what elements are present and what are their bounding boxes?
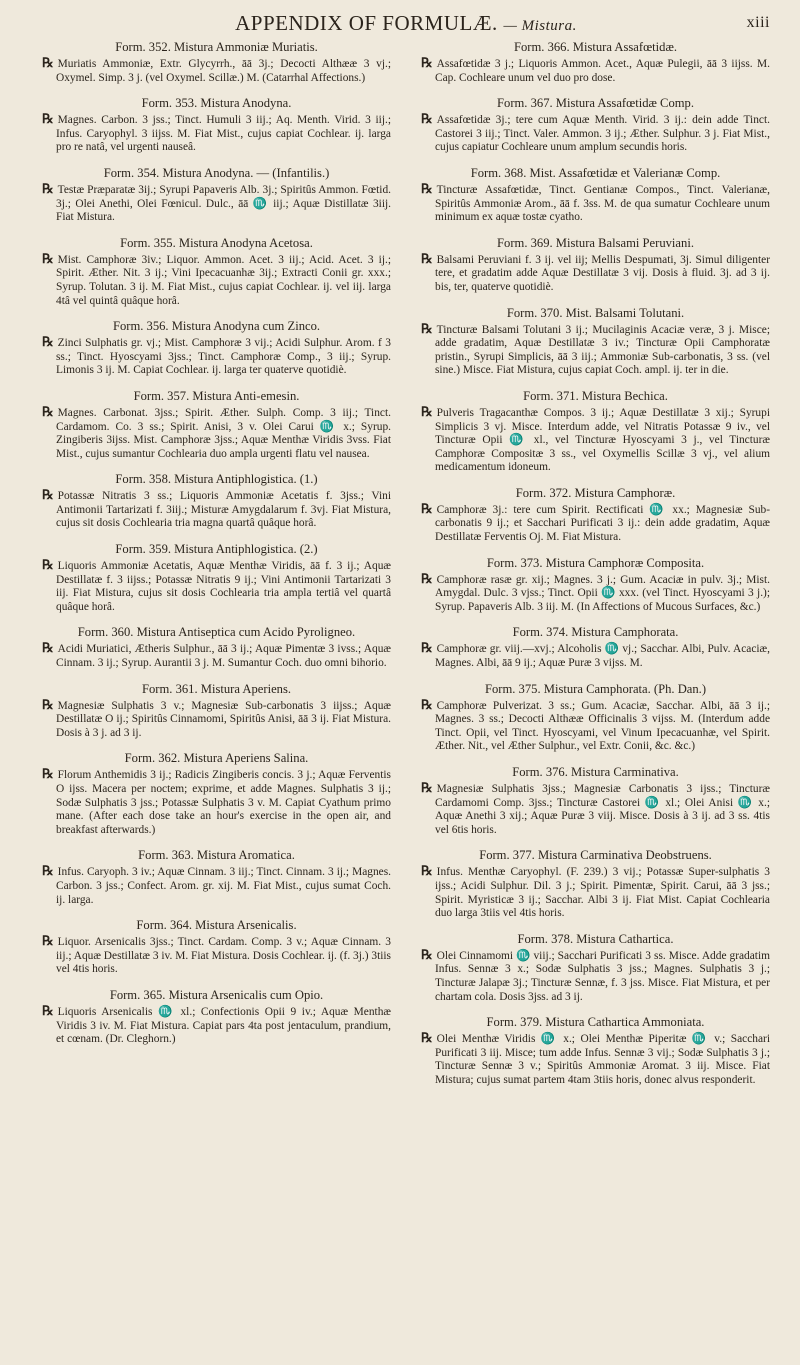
formula-title: Form. 374. Mistura Camphorata.: [512, 625, 679, 640]
formula-text: Magnesiæ Sulphatis 3jss.; Magnesiæ Carbonatis 3 ijss.; Tincturæ Cardamomi Comp. 3jss.; Tincturæ Castorei ♏ xl.; Olei Anisi ♏ x.; Aquæ Anethi 3 xij.; Aquæ Puræ 3 viij. Misce. Dosis à 3 ij. ad 3 ss. 4tis vel 6tis horis.: [435, 783, 770, 836]
right-column: [421, 40, 770, 1099]
formula-text: Assafœtidæ 3 j.; Liquoris Ammon. Acet., Aquæ Pulegii, āā 3 iijss. M. Cap. Cochleare unum vel duo pro dose.: [435, 58, 770, 84]
formula-title: Form. 372. Mistura Camphoræ.: [515, 485, 676, 500]
recipe-symbol: ℞: [421, 55, 433, 70]
formula-body: [42, 934, 391, 977]
formula-title: Form. 356. Mistura Anodyna cum Zinco.: [112, 319, 321, 334]
formula-body: [42, 488, 391, 531]
formula-entry: [42, 96, 391, 155]
formula-entry: [42, 472, 391, 531]
recipe-symbol: ℞: [42, 696, 54, 712]
formula-text: Camphoræ Pulverizat. 3 ss.; Gum. Acaciæ, Sacchar. Albi, āā 3 ij.; Magnes. 3 ss.; Decocti Althææ Officinalis 3 vijss. M. (Interdum adde Tinct. Opii, vel Tinct. Hyoscyami, vel Vinum Ipecacuanhæ, vel Spirit. Æther. Nit., vel Æther Sulphur., vel Extr. Conii, &c. &c.): [435, 699, 770, 753]
recipe-symbol: ℞: [421, 320, 433, 336]
formula-body: [421, 322, 770, 378]
formula-entry: [421, 166, 770, 225]
formula-entry: [42, 166, 391, 225]
formula-title: Form. 355. Mistura Anodyna Acetosa.: [120, 235, 313, 250]
left-column: [42, 40, 391, 1099]
formula-text: Tincturæ Assafœtidæ, Tinct. Gentianæ Compos., Tinct. Valerianæ, Spiritûs Ammoniæ Arom., āā f. 3ss. M. de qua sumatur Cochleare unum minimum ex aquæ tostæ cyatho.: [435, 183, 770, 224]
formula-body: [42, 112, 391, 155]
formula-text: Muriatis Ammoniæ, Extr. Glycyrrh., āā 3j.; Decocti Althææ 3 vj.; Oxymel. Simp. 3 j. (vel Oxymel. Scillæ.) M. (Catarrhal Affections.): [56, 58, 391, 84]
formula-text: Infus. Caryoph. 3 iv.; Aquæ Cinnam. 3 iij.; Tinct. Cinnam. 3 ij.; Magnes. Carbon. 3 jss.; Confect. Arom. gr. xij. M. Fiat Mist., cujus sumat Coch. ij. larga.: [56, 866, 391, 906]
formula-text: Acidi Muriatici, Ætheris Sulphur., āā 3 ij.; Aquæ Pimentæ 3 ivss.; Aquæ Cinnam. 3 ij.; Syrup. Aurantii 3 j. M. Sumantur Coch. duo omni bihorio.: [56, 643, 391, 670]
formula-entry: [421, 848, 770, 920]
formula-entry: [421, 389, 770, 475]
formula-body: [421, 698, 770, 754]
formula-text: Magnes. Carbon. 3 jss.; Tinct. Humuli 3 iij.; Aq. Menth. Virid. 3 iij.; Infus. Caryophyl. 3 iijss. M. Fiat Mist., cujus capiat Cochlear. ij. larga pro re natâ, vel urgenti nauseâ.: [56, 114, 391, 154]
formula-body: [421, 56, 770, 85]
formula-entry: [42, 40, 391, 85]
formula-entry: [421, 1015, 770, 1087]
formula-text: Balsami Peruviani f. 3 ij. vel iij; Mellis Despumati, 3j. Simul diligenter tere, et gradatim adde Aquæ Destillatæ 3 vij. Dosis à fluid. 3j. ad 3 ij. bis, ter, quaterve quotidiè.: [435, 253, 770, 293]
formula-entry: [421, 96, 770, 155]
recipe-symbol: ℞: [42, 180, 54, 196]
formula-entry: [421, 682, 770, 754]
recipe-symbol: ℞: [42, 487, 54, 503]
formula-title: Form. 377. Mistura Carminativa Deobstruens.: [479, 848, 712, 863]
formula-title: Form. 364. Mistura Arsenicalis.: [136, 918, 297, 933]
formula-text: Liquoris Ammoniæ Acetatis, Aquæ Menthæ Viridis, āā f. 3 ij.; Aquæ Destillatæ f. 3 iijss.; Potassæ Nitratis 9 ij.; Vini Antimonii Tartarizati 3 iij. Fiat Mistura, cujus sit dosis Cochlearia tria ampla tertiâ vel quartâ quâque horâ.: [56, 560, 391, 613]
formula-entry: [42, 236, 391, 308]
formula-body: [42, 641, 391, 670]
formula-columns: [42, 40, 770, 1099]
recipe-symbol: ℞: [421, 780, 433, 795]
formula-title: Form. 365. Mistura Arsenicalis cum Opio.: [109, 987, 324, 1002]
formula-entry: [421, 486, 770, 545]
page-header: [42, 8, 770, 38]
formula-title: Form. 359. Mistura Antiphlogistica. (2.): [115, 542, 318, 557]
formula-entry: [421, 556, 770, 615]
formula-entry: [421, 306, 770, 378]
recipe-symbol: ℞: [42, 55, 54, 70]
formula-entry: [421, 625, 770, 670]
formula-entry: [42, 918, 391, 977]
recipe-symbol: ℞: [42, 933, 54, 949]
formula-title: Form. 371. Mistura Bechica.: [523, 388, 668, 403]
formula-entry: [42, 848, 391, 907]
formula-entry: [421, 765, 770, 837]
recipe-symbol: ℞: [421, 111, 433, 127]
recipe-symbol: ℞: [421, 570, 433, 586]
formula-body: [421, 502, 770, 545]
formula-body: [421, 1031, 770, 1087]
formula-title: Form. 352. Mistura Ammoniæ Muriatis.: [115, 40, 318, 54]
formula-body: [421, 112, 770, 155]
formula-body: [42, 767, 391, 837]
recipe-symbol: ℞: [42, 334, 54, 350]
formula-title: Form. 367. Mistura Assafœtidæ Comp.: [497, 96, 694, 111]
recipe-symbol: ℞: [421, 946, 433, 962]
formula-text: Infus. Menthæ Caryophyl. (F. 239.) 3 vij.; Potassæ Super-sulphatis 3 ijss.; Acidi Sulphur. Dil. 3 j.; Spirit. Pimentæ, Spirit. Carui, āā 3 jss.; Spirit. Myristicæ 3 ij.; Sacchar. Albi 3 ij. Fiat Mist. Capiat Cochlearia duo larga 3tiis vel 4tis horis.: [435, 866, 770, 920]
formula-text: Liquor. Arsenicalis 3jss.; Tinct. Cardam. Comp. 3 v.; Aquæ Cinnam. 3 iij.; Aquæ Destillatæ 3 iv. M. Fiat Mistura. Dosis Cochlear. ij. (f. 3j.) 3tiis vel 4tis horis.: [56, 936, 391, 976]
formula-entry: [421, 236, 770, 295]
formula-text: Florum Anthemidis 3 ij.; Radicis Zingiberis concis. 3 j.; Aquæ Ferventis O ijss. Macera per noctem; exprime, et adde Magnes. Sulphatis 3 ij.; Sodæ Sulphatis 3 jss.; Potassæ Sulphatis 3 v. M. Capiat Cyathum primo mane. (After each dose take an hour's exercise in the open air, and breakfast afterwards.): [56, 769, 391, 836]
formula-title: Form. 368. Mist. Assafœtidæ et Valerianæ Comp.: [470, 165, 721, 180]
formula-body: [42, 558, 391, 614]
formula-title: Form. 354. Mistura Anodyna. — (Infantilis.): [103, 165, 330, 180]
formula-body: [421, 948, 770, 1004]
recipe-symbol: ℞: [421, 696, 433, 712]
formula-text: Zinci Sulphatis gr. vj.; Mist. Camphoræ 3 vij.; Acidi Sulphur. Arom. f 3 ss.; Tinct. Hyoscyami 3jss.; Tinct. Camphoræ Comp., 3 iij.; Syrup. Limonis 3 ij. M. Capiat Cochlear. ij. larga ter quaterve quotidiè.: [56, 337, 391, 377]
recipe-symbol: ℞: [421, 180, 433, 196]
formula-title: Form. 353. Mistura Anodyna.: [141, 96, 292, 111]
formula-entry: [421, 40, 770, 85]
formula-title: Form. 369. Mistura Balsami Peruviani.: [497, 235, 694, 250]
formula-body: [421, 641, 770, 670]
formula-body: [421, 781, 770, 837]
formula-title: Form. 362. Mistura Aperiens Salina.: [124, 751, 309, 766]
formula-entry: [42, 542, 391, 614]
formula-body: [421, 572, 770, 615]
formula-text: Tincturæ Balsami Tolutani 3 ij.; Mucilaginis Acaciæ veræ, 3 j. Misce; adde gradatim, Aquæ Destillatæ 3 iv.; Tincturæ Opii Camphoratæ pristin., Syrupi Simplicis, āā 3 iij.; Ammoniæ Sub-carbonatis, 3 ss. (vel sine.) Misce. Fiat Mistura, cujus capiat Coch. ampl. ij. ter in die.: [435, 323, 770, 377]
formula-title: Form. 379. Mistura Cathartica Ammoniata.: [486, 1015, 705, 1030]
formula-entry: [42, 682, 391, 741]
formula-entry: [42, 988, 391, 1047]
formula-body: [42, 864, 391, 907]
formula-text: Mist. Camphoræ 3iv.; Liquor. Ammon. Acet. 3 iij.; Acid. Acet. 3 ij.; Spirit. Æther. Nit. 3 ij.; Vini Ipecacuanhæ 3ij.; Extracti Conii gr. xxx.; Syrup. Tolutan. 3 ij. M. Fiat Mist., cujus capiat Cochlear. ij. vel iij. larga 4tâ vel quintâ quâque horâ.: [56, 253, 391, 307]
formula-title: Form. 360. Mistura Antiseptica cum Acido Pyroligneo.: [77, 625, 356, 640]
recipe-symbol: ℞: [42, 557, 54, 573]
recipe-symbol: ℞: [42, 403, 54, 419]
formula-entry: [42, 751, 391, 837]
formula-title: Form. 378. Mistura Cathartica.: [517, 931, 674, 946]
formula-text: Olei Menthæ Viridis ♏ x.; Olei Menthæ Piperitæ ♏ v.; Sacchari Purificati 3 iij. Misce; tum adde Infus. Sennæ 3 vij.; Sodæ Sulphatis 3 j.; Tincturæ Sennæ 3 v.; Spiritûs Ammoniæ Aromat. 3 iij. Misce. Fiat Mistura; cujus sumat partem 4tam 3tiis horis, donec alvus responderit.: [435, 1033, 770, 1086]
page-title: APPENDIX OF FORMULÆ.: [235, 11, 498, 35]
formula-entry: [42, 389, 391, 461]
formula-text: Camphoræ rasæ gr. xij.; Magnes. 3 j.; Gum. Acaciæ in pulv. 3j.; Mist. Amygdal. Dulc. 3 vjss.; Tinct. Opii ♏ xxx. (vel Tinct. Hyoscyami 3 j.); Syrup. Papaveris Alb. 3 iij. M. (In Affections of Mucous Surfaces, &c.): [435, 573, 770, 613]
formula-text: Assafœtidæ 3j.; tere cum Aquæ Menth. Virid. 3 ij.: dein adde Tinct. Castorei 3 iij.; Tinct. Valer. Ammon. 3 ij.; Æther. Sulphur. 3 j. Fiat Mist., cujus capiatur Cochleare unum amplum secundis horis.: [435, 114, 770, 154]
formula-text: Liquoris Arsenicalis ♏ xl.; Confectionis Opii 9 iv.; Aquæ Menthæ Viridis 3 iv. M. Fiat Mistura. Capiat pars 4ta post jentaculum, prandium, et cœnam. (Dr. Cleghorn.): [56, 1005, 391, 1046]
formula-body: [421, 864, 770, 920]
recipe-symbol: ℞: [42, 863, 54, 879]
formula-text: Olei Cinnamomi ♏ viij.; Sacchari Purificati 3 ss. Misce. Adde gradatim Infus. Sennæ 3 x.; Sodæ Sulphatis 3 jss.; Magnes. Sulphatis 3 j.; Tincturæ Jalapæ 3j.; Tincturæ Sennæ, f. 3 jss. Misce. Fiat Mistura, et per chartam cola. Dosis 3jss. ad 3 ij.: [435, 949, 770, 1003]
formula-title: Form. 357. Mistura Anti-emesin.: [133, 388, 300, 403]
formula-text: Camphoræ 3j.: tere cum Spirit. Rectificati ♏ xx.; Magnesiæ Sub-carbonatis 9 ij.; et Sacchari Purificati 3 ij.: dein adde gradatim, Aquæ Destillatæ Ferventis Oj. M. Fiat Mistura.: [435, 503, 770, 544]
formula-title: Form. 363. Mistura Aromatica.: [138, 848, 295, 863]
formula-body: [42, 56, 391, 85]
formula-title: Form. 373. Mistura Camphoræ Composita.: [486, 555, 705, 570]
page-number: xiii: [746, 14, 770, 31]
recipe-symbol: ℞: [421, 1030, 433, 1046]
formula-text: Camphoræ gr. viij.—xvj.; Alcoholis ♏ vj.; Sacchar. Albi, Pulv. Acaciæ, Magnes. Albi, āā 9 ij.; Aquæ Puræ 3 vijss. M.: [435, 643, 770, 670]
formula-body: [42, 698, 391, 741]
formula-body: [42, 335, 391, 378]
formula-title: Form. 370. Mist. Balsami Tolutani.: [506, 305, 685, 320]
formula-entry: [42, 319, 391, 378]
formula-body: [42, 252, 391, 308]
formula-body: [421, 252, 770, 295]
formula-title: Form. 361. Mistura Aperiens.: [141, 681, 291, 696]
recipe-symbol: ℞: [42, 1002, 54, 1018]
recipe-symbol: ℞: [42, 111, 54, 127]
recipe-symbol: ℞: [421, 403, 433, 419]
formula-entry: [421, 932, 770, 1004]
formula-entry: [42, 625, 391, 670]
formula-title: Form. 376. Mistura Carminativa.: [512, 765, 679, 779]
recipe-symbol: ℞: [421, 250, 433, 266]
recipe-symbol: ℞: [42, 766, 54, 782]
formula-title: Form. 358. Mistura Antiphlogistica. (1.): [115, 472, 318, 487]
formula-body: [42, 182, 391, 225]
formula-body: [42, 1004, 391, 1047]
recipe-symbol: ℞: [421, 640, 433, 656]
page-subtitle: — Mistura.: [503, 18, 577, 34]
recipe-symbol: ℞: [421, 863, 433, 879]
formula-text: Magnes. Carbonat. 3jss.; Spirit. Æther. Sulph. Comp. 3 iij.; Tinct. Cardamom. Co. 3 ss.; Spirit. Anisi, 3 v. Olei Carui ♏ x.; Syrup. Zingiberis 3ijss. Mist. Camphoræ 3jss.; Aquæ Menthæ Viridis 3vss. Fiat Mist., cujus sumantur Cochlearia duo ampla urgenti flatu vel nausea.: [56, 406, 391, 460]
formula-body: [421, 182, 770, 225]
recipe-symbol: ℞: [42, 640, 54, 656]
formula-text: Pulveris Tragacanthæ Compos. 3 ij.; Aquæ Destillatæ 3 xij.; Syrupi Simplicis 3 vj. Misce. Interdum adde, vel Nitratis Potassæ 9 iv., vel Tincturæ Opii ♏ xl., vel Tincturæ Hyoscyami 3 j., vel Tincturæ Camphoræ Compositæ 3 ss., vel Oxymellis Scillæ 3 vj., vel alium medicamentum idoneum.: [435, 406, 770, 474]
formula-title: Form. 366. Mistura Assafœtidæ.: [513, 40, 678, 54]
formula-body: [421, 405, 770, 475]
recipe-symbol: ℞: [42, 250, 54, 266]
formula-text: Testæ Præparatæ 3ij.; Syrupi Papaveris Alb. 3j.; Spiritûs Ammon. Fœtid. 3j.; Olei Anethi, Olei Fœnicul. Dulc., āā ♏ iij.; Aquæ Distillatæ 3iij. Fiat Mistura.: [56, 183, 391, 224]
formula-text: Magnesiæ Sulphatis 3 v.; Magnesiæ Sub-carbonatis 3 iijss.; Aquæ Destillatæ O ij.; Spiritûs Cinnamomi, Spiritûs Anisi, āā 3 ij. Fiat Mistura. Dosis à 3 j. ad 3 ij.: [56, 699, 391, 739]
formula-body: [42, 405, 391, 461]
formula-text: Potassæ Nitratis 3 ss.; Liquoris Ammoniæ Acetatis f. 3jss.; Vini Antimonii Tartarizati f. 3iij.; Misturæ Amygdalarum f. 3vj. Fiat Mistura, cujus sit dosis Cochlearia tria magna quartâ quâque horâ.: [56, 490, 391, 530]
formula-title: Form. 375. Mistura Camphorata. (Ph. Dan.): [484, 681, 707, 696]
recipe-symbol: ℞: [421, 500, 433, 516]
